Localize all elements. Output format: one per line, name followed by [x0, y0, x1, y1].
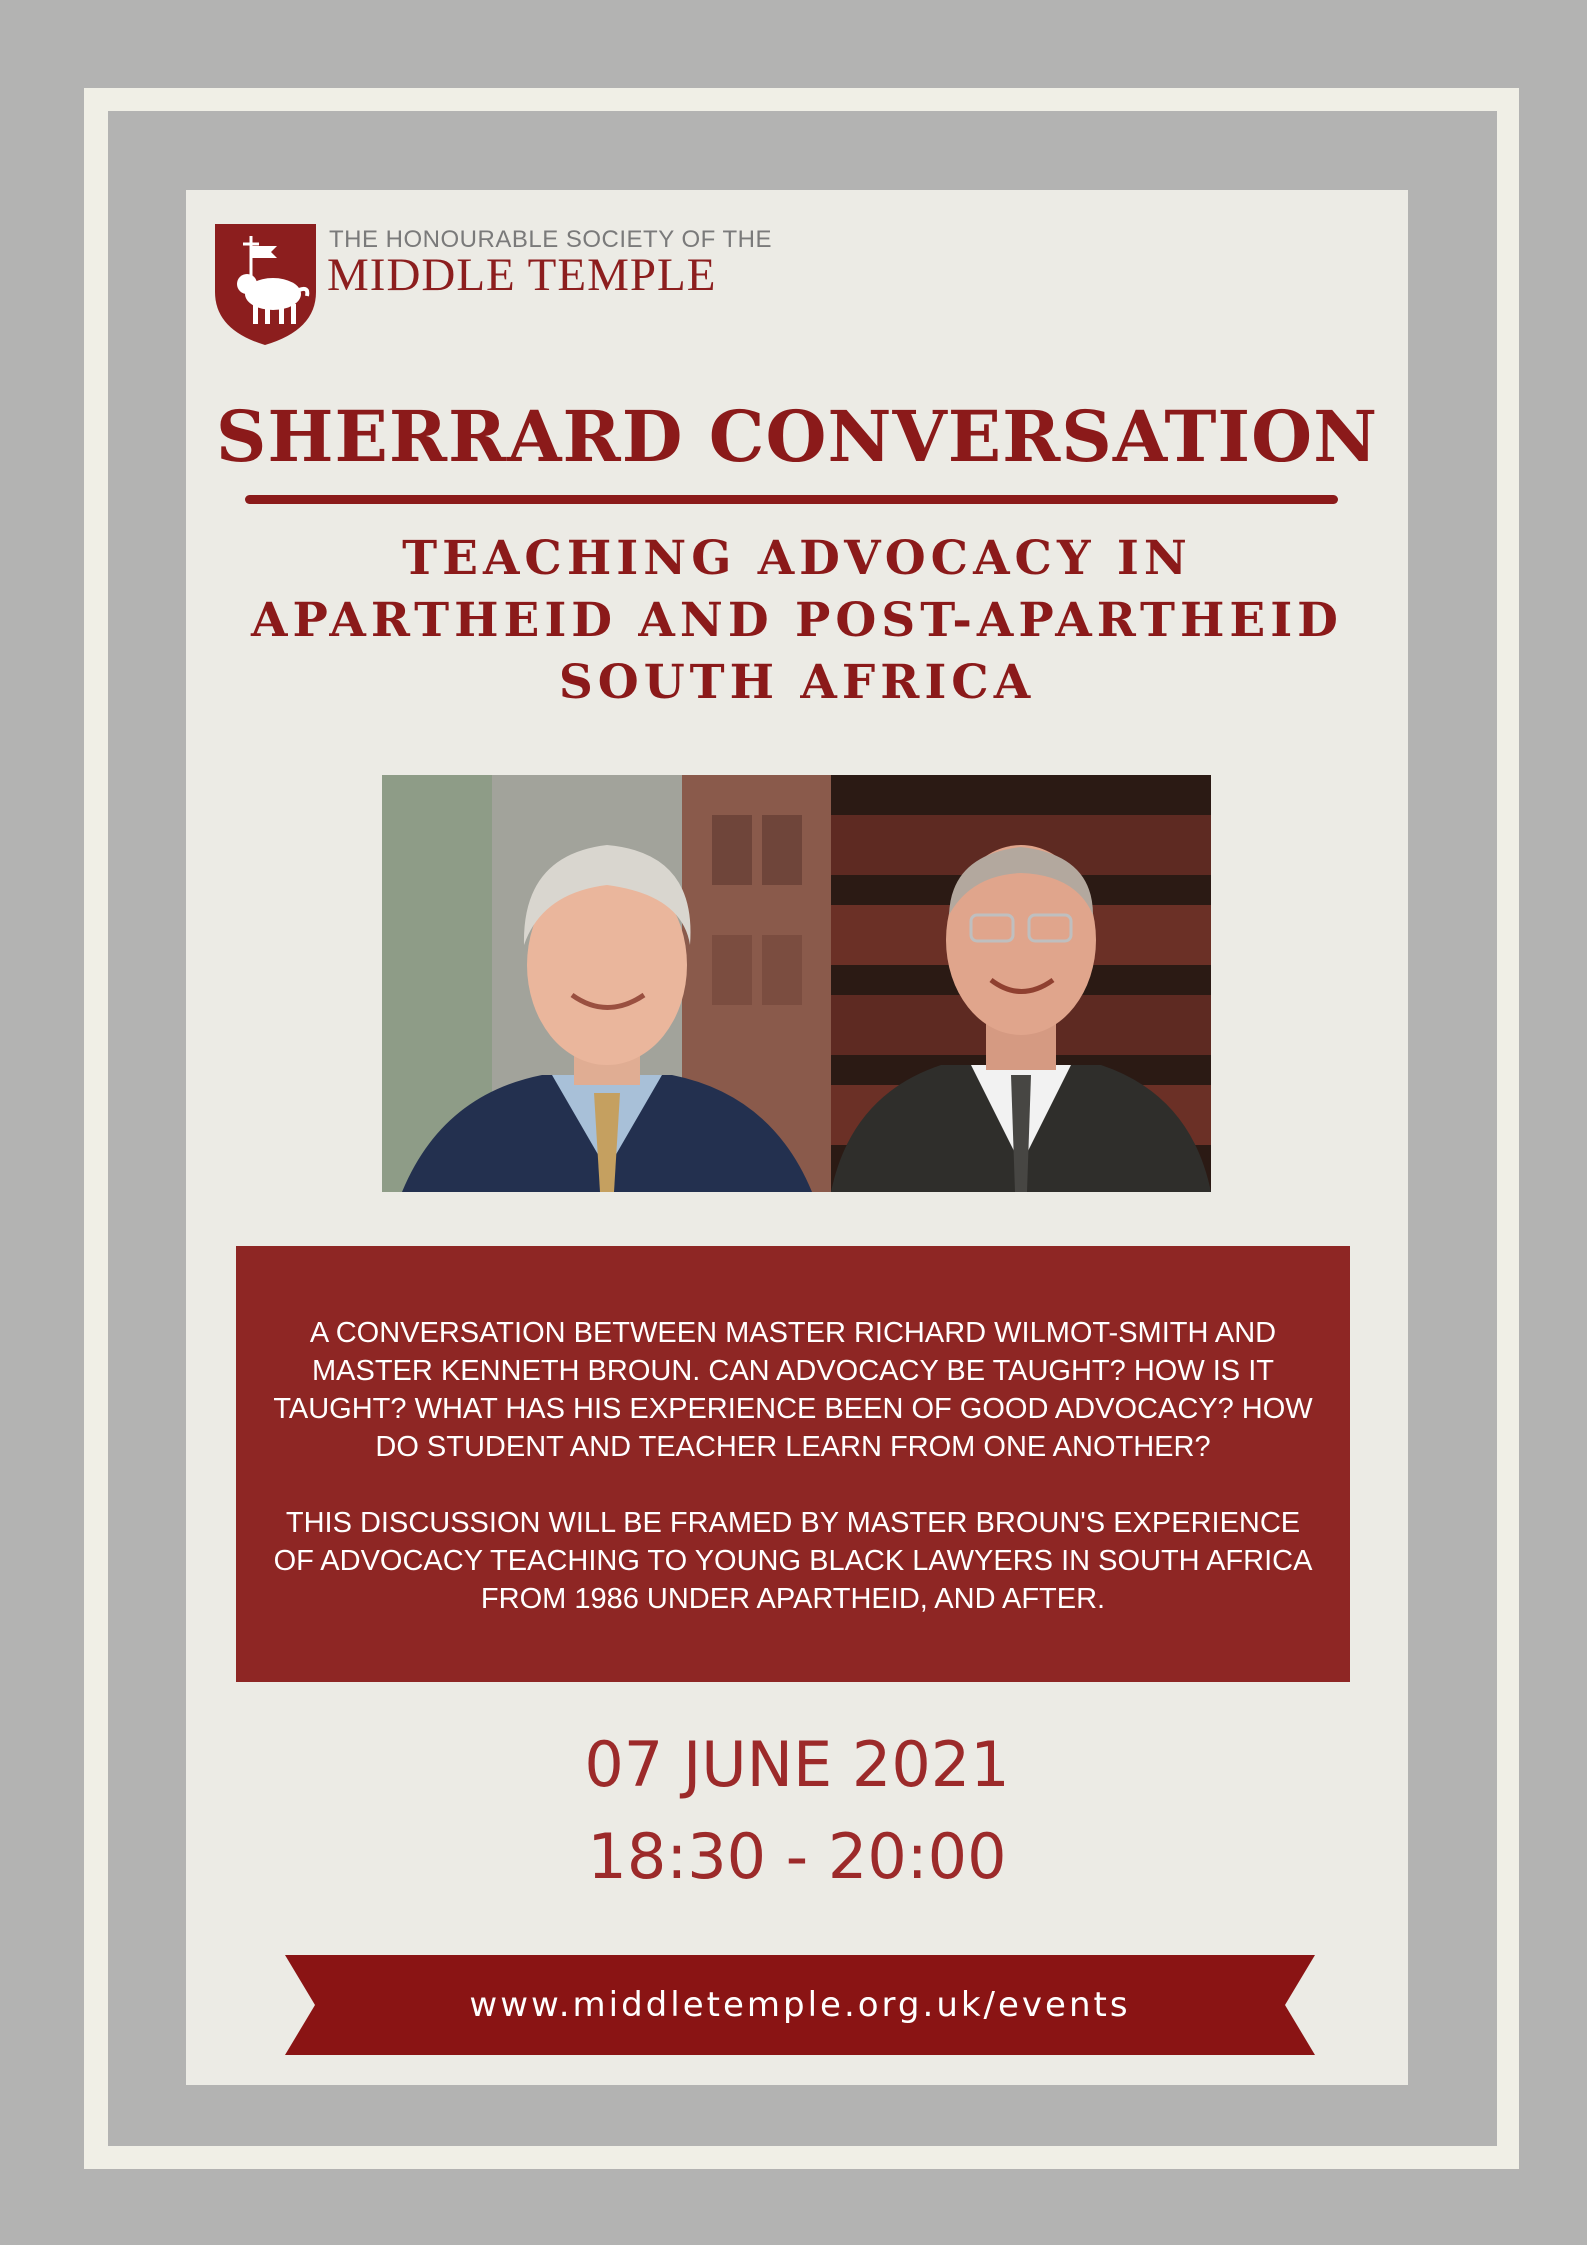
event-title: SHERRARD CONVERSATION — [215, 395, 1379, 478]
title-underline — [245, 495, 1338, 504]
middle-temple-logo — [213, 222, 773, 347]
description-paragraph-2: THIS DISCUSSION WILL BE FRAMED BY MASTER BROUN'S EXPERIENCE OF ADVOCACY TEACHING TO YOUNG BLACK LAWYERS IN SOUTH AFRICA FROM 1986 UNDER APARTHEID, AND AFTER. — [273, 1507, 1313, 1615]
speaker-photo-wilmot-smith — [382, 775, 831, 1192]
logo-subtitle: THE HONOURABLE SOCIETY OF THE — [329, 226, 773, 253]
subtitle-line-3: SOUTH AFRICA — [558, 655, 1036, 710]
event-time: 18:30 - 20:00 — [587, 1820, 1007, 1893]
website-ribbon[interactable] — [285, 1955, 1315, 2055]
logo-title: MIDDLE TEMPLE — [327, 249, 717, 301]
subtitle-line-2: APARTHEID AND POST-APARTHEID — [251, 593, 1343, 648]
description-paragraph-1: A CONVERSATION BETWEEN MASTER RICHARD WILMOT-SMITH AND MASTER KENNETH BROUN. CAN ADVOCACY BE TAUGHT? HOW IS IT TAUGHT? WHAT HAS HIS EXPERIENCE BEEN OF GOOD ADVOCACY? HOW DO STUDENT AND TEACHER LEARN FROM ONE ANOTHER? — [273, 1317, 1313, 1463]
subtitle-line-1: TEACHING ADVOCACY IN — [402, 531, 1192, 586]
event-date: 07 JUNE 2021 — [584, 1728, 1010, 1801]
speaker-photo-broun — [831, 775, 1211, 1192]
website-link[interactable]: www.middletemple.org.uk/events — [469, 1985, 1131, 2025]
lamb-shield-icon — [213, 222, 318, 347]
description-box — [236, 1246, 1350, 1682]
speaker-photos — [382, 775, 1211, 1192]
event-subtitle — [186, 528, 1408, 714]
